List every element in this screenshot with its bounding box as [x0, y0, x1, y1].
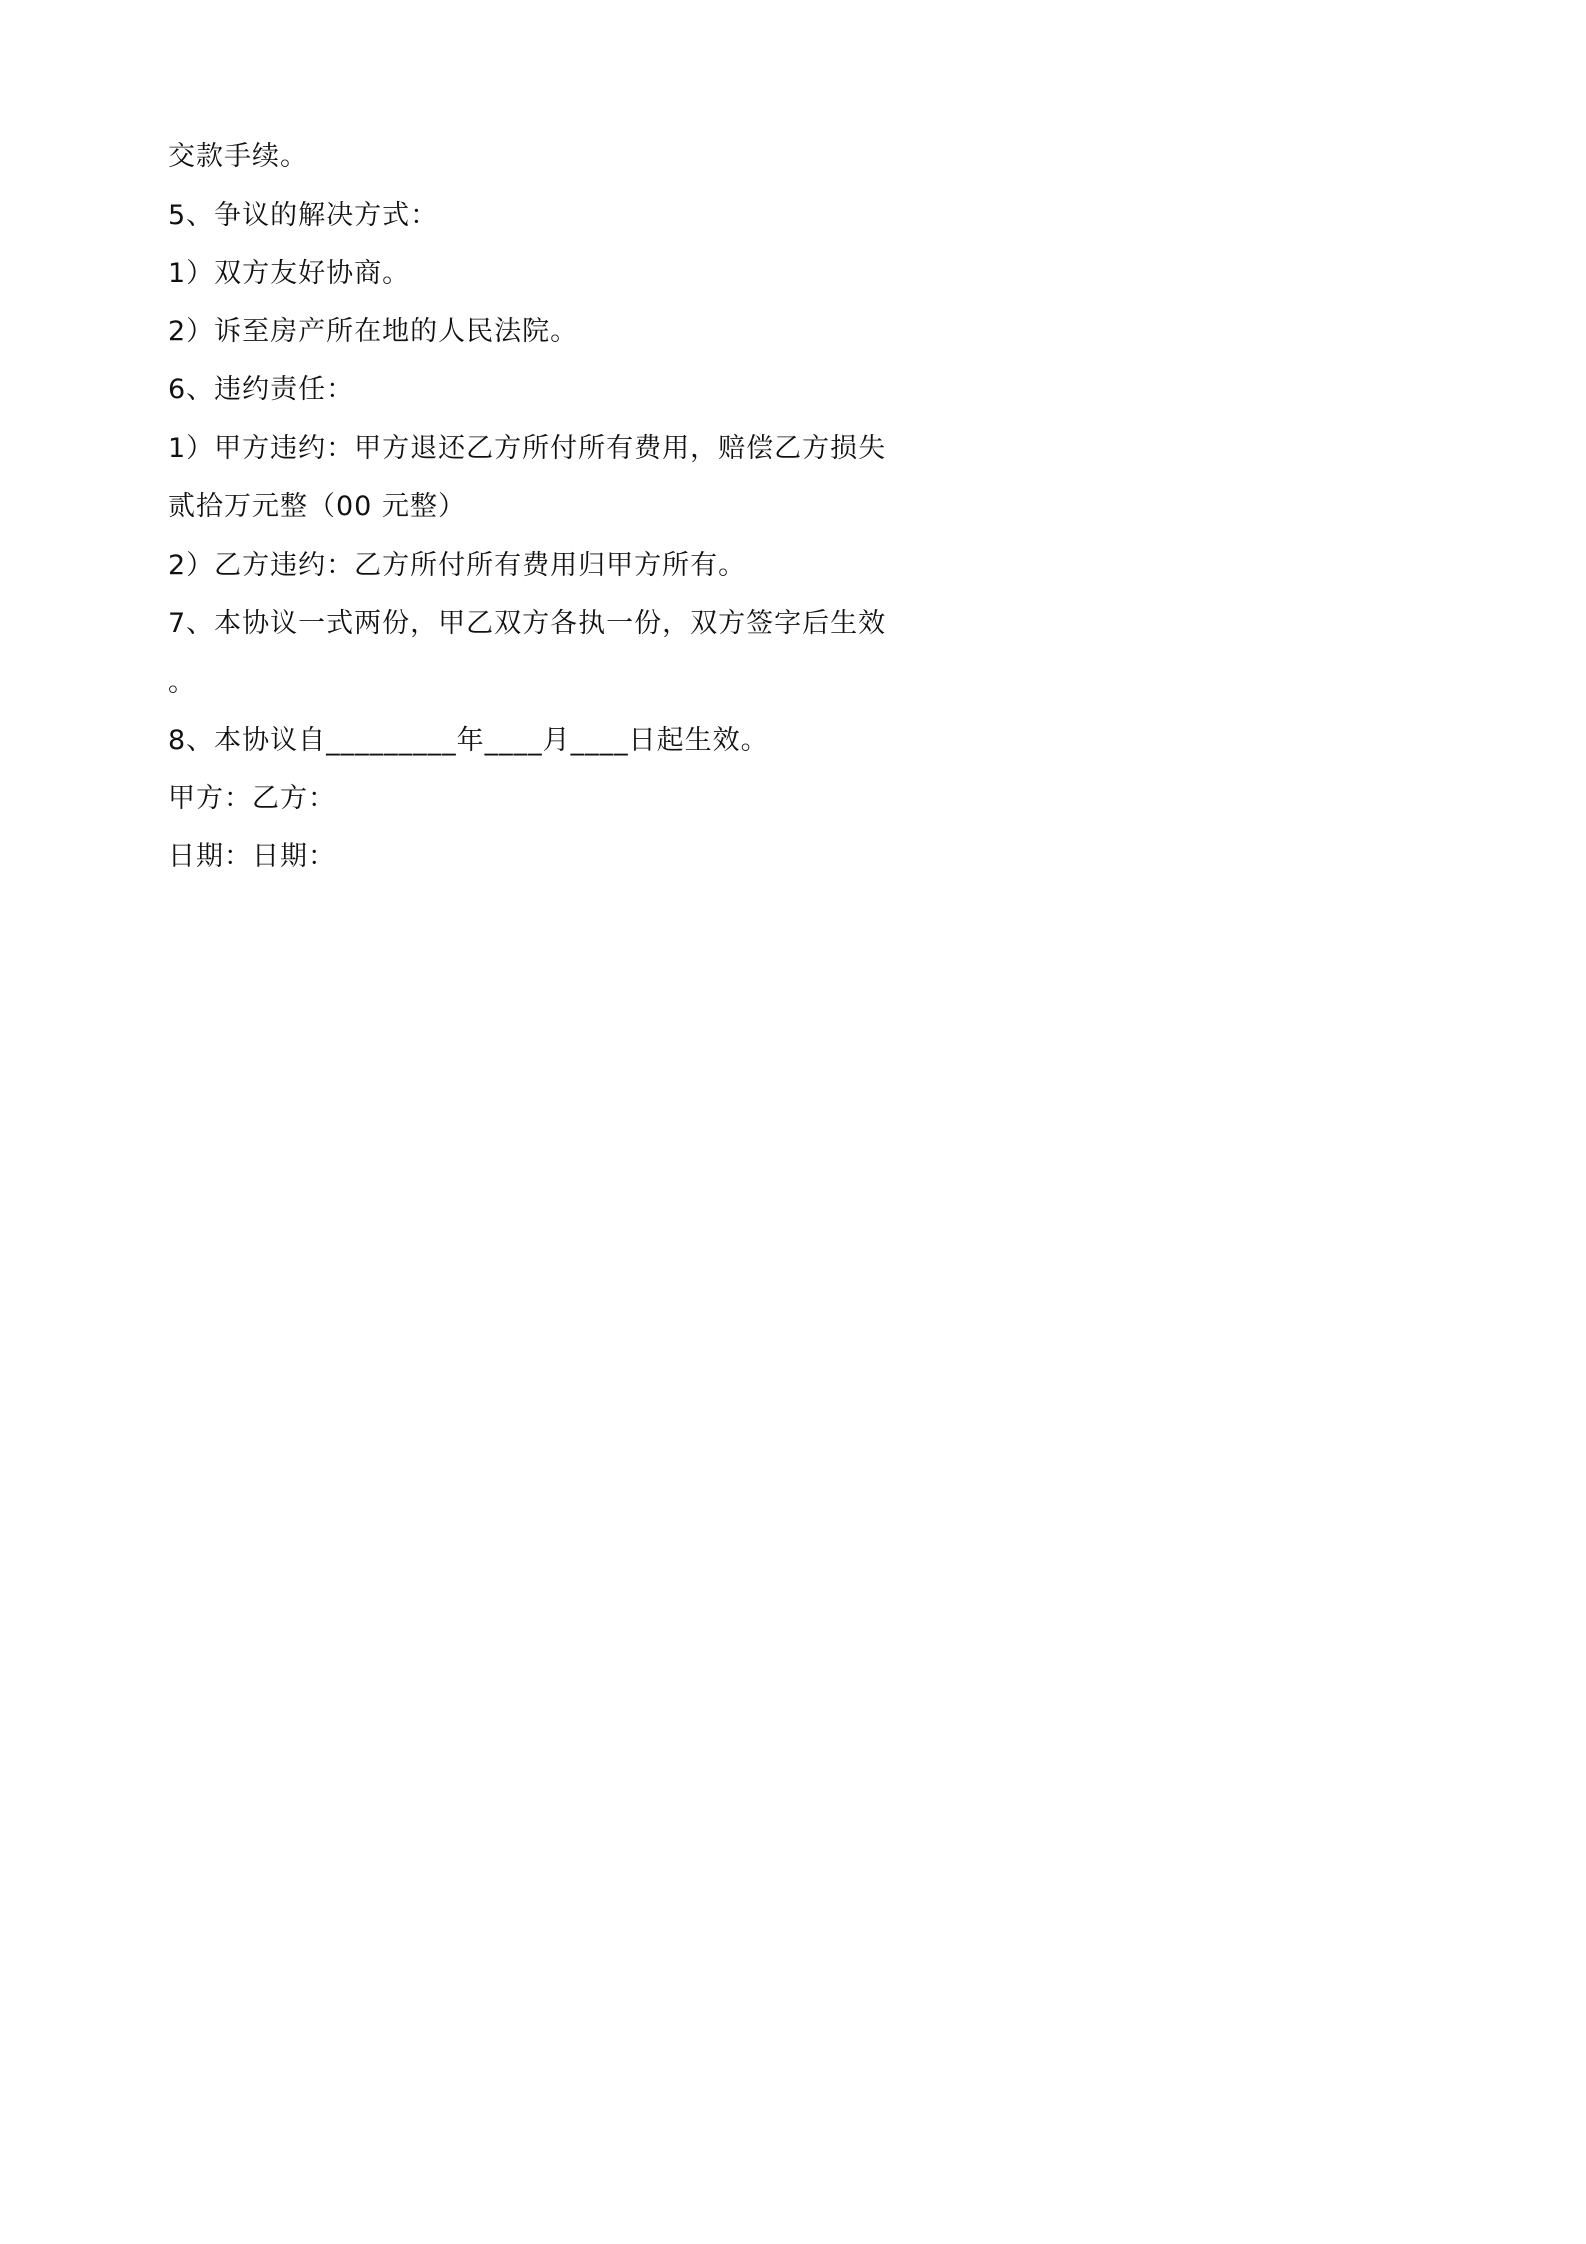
text-line: 贰拾万元整（00 元整） [168, 491, 466, 522]
text-line: 。 [168, 667, 196, 698]
document-page [0, 0, 1101, 1558]
text-line: 交款手续。 [168, 141, 308, 172]
text-line: 2）诉至房产所在地的人民法院。 [168, 316, 579, 347]
text-line: 8、本协议自_________年____月____日起生效。 [168, 725, 769, 756]
text-line: 6、违约责任： [168, 374, 355, 405]
text-line: 甲方：乙方： [168, 783, 336, 814]
text-line: 5、争议的解决方式： [168, 200, 439, 231]
text-line: 1）双方友好协商。 [168, 258, 411, 289]
text-line: 1）甲方违约：甲方退还乙方所付所有费用，赔偿乙方损失 [168, 433, 887, 464]
text-line: 日期：日期： [168, 841, 336, 872]
text-line: 7、本协议一式两份，甲乙双方各执一份，双方签字后生效 [168, 608, 887, 639]
text-line: 2）乙方违约：乙方所付所有费用归甲方所有。 [168, 550, 747, 581]
